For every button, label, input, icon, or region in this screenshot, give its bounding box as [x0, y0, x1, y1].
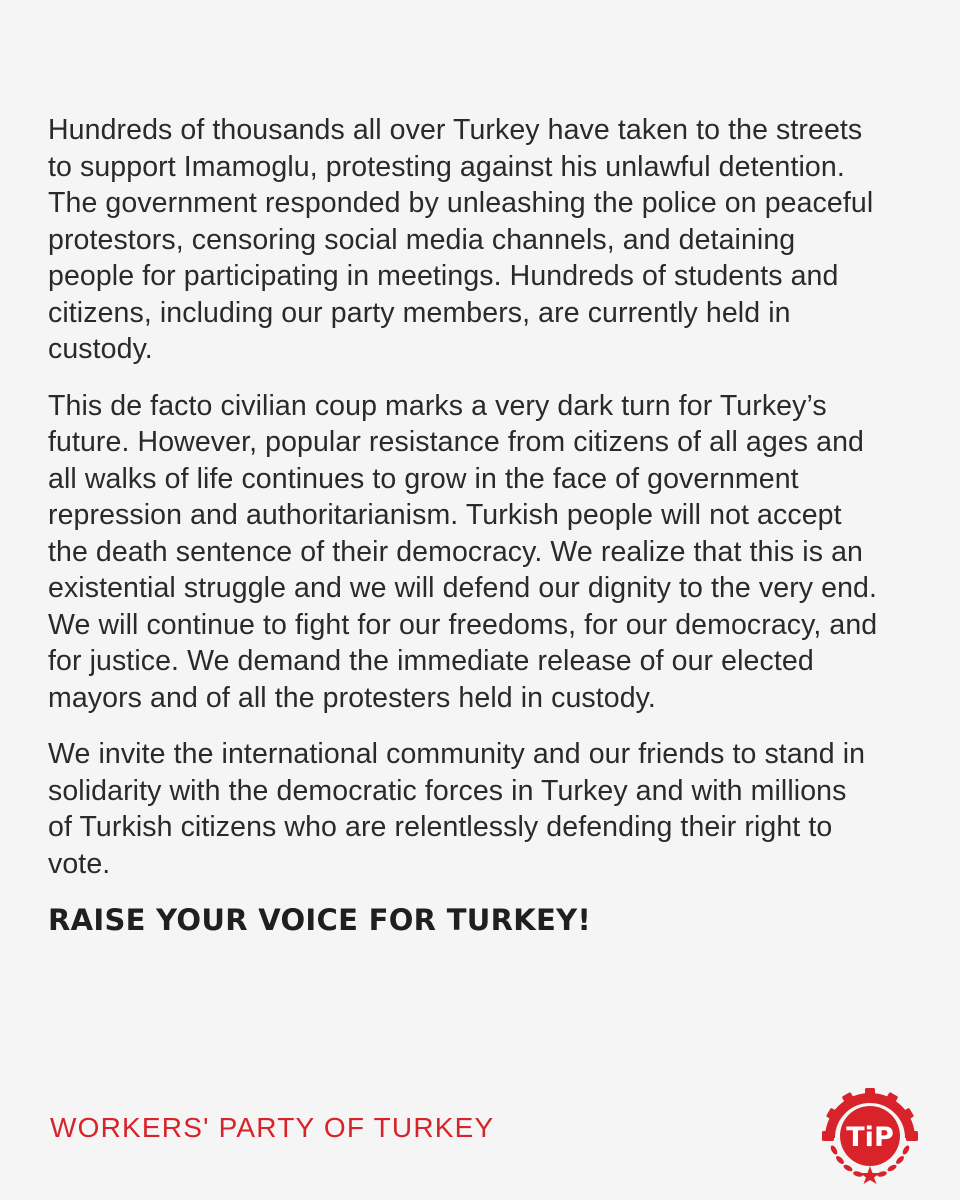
statement-body — [48, 112, 878, 938]
tip-gear-emblem-icon — [820, 1086, 920, 1186]
paragraph-2: This de facto civilian coup marks a very dark turn for Turkey’s future. However, popular resistance from citizens of all ages and all walks of life continues to grow in the face of government repression and authoritarianism. Turkish people will not accept the death sentence of their democracy. We realize that this is an existential struggle and we will defend our dignity to the very end. We will continue to fight for our freedoms, for our democracy, and for justice. We demand the immediate release of our elected mayors and of all the protesters held in custody. — [48, 389, 878, 714]
call-to-action: RAISE YOUR VOICE FOR TURKEY! — [48, 903, 591, 937]
organization-name: WORKERS' PARTY OF TURKEY — [50, 1112, 495, 1143]
logo-text: TiP — [846, 1122, 894, 1153]
paragraph-3: We invite the international community and our friends to stand in solidarity with the democratic forces in Turkey and with millions of Turkish citizens who are relentlessly defending their right to vote. — [48, 738, 866, 880]
paragraph-1: Hundreds of thousands all over Turkey have taken to the streets to support Imamoglu, protesting against his unlawful detention. The government responded by unleashing the police on peaceful protestors, censoring social media channels, and detaining people for participating in meetings. Hundreds of students and citizens, including our party members, are currently held in custody. — [48, 114, 874, 365]
